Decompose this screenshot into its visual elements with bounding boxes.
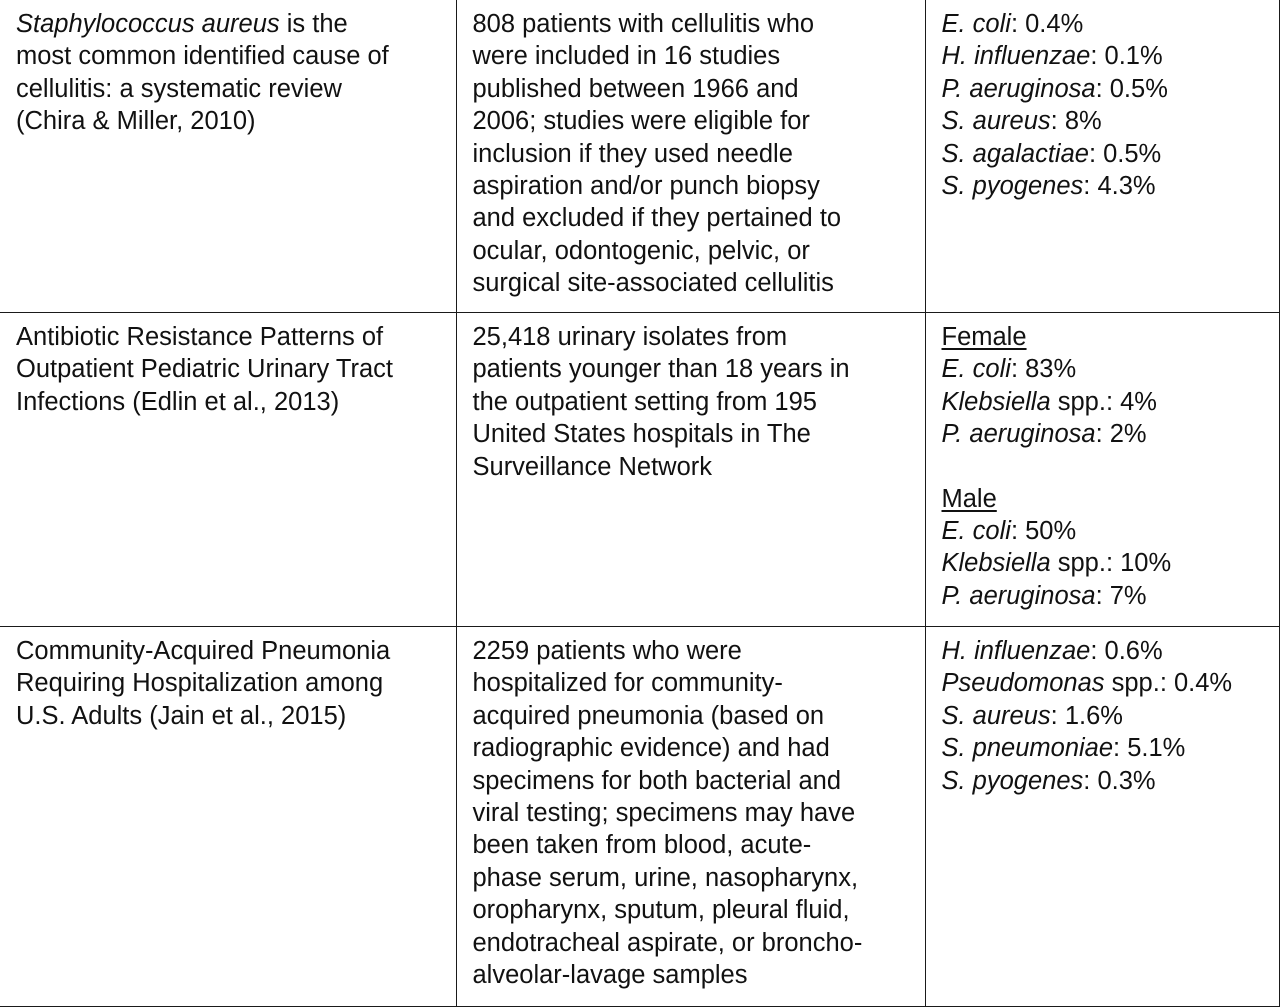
- population-line: radiographic evidence) and had: [472, 734, 830, 763]
- organism-line: [942, 580, 1275, 612]
- population-line: alveolar-lavage samples: [472, 961, 748, 990]
- table-row: [0, 313, 1279, 627]
- population-line: surgical site-associated cellulitis: [472, 269, 834, 298]
- organism-line: [942, 8, 1275, 40]
- population-line: 25,418 urinary isolates from: [472, 323, 788, 351]
- population-line: aspiration and/or punch biopsy: [472, 172, 820, 201]
- organism-name: S. pneumoniae: [941, 734, 1114, 763]
- population-line: specimens for both bacterial and: [472, 766, 842, 795]
- organism-value: spp.: 10%: [1050, 549, 1172, 578]
- population-line: ocular, odontogenic, pelvic, or: [472, 236, 810, 265]
- female-label: Female: [941, 323, 1027, 351]
- population-line: hospitalized for community-: [472, 669, 783, 698]
- organism-line: [942, 732, 1275, 764]
- study-title-line: most common identified cause of: [16, 42, 389, 71]
- population-line: acquired pneumonia (based on: [472, 701, 825, 730]
- study-title-italic: Staphylococcus aureus: [16, 10, 280, 38]
- organism-name: E. coli: [941, 517, 1011, 546]
- spacer: [942, 451, 1275, 483]
- population-line: Surveillance Network: [472, 452, 713, 481]
- organism-line: [942, 353, 1275, 385]
- organism-line: [942, 170, 1275, 202]
- table-row: [0, 0, 1279, 313]
- population-line: inclusion if they used needle: [472, 139, 793, 168]
- organism-name: S. aureus: [941, 701, 1051, 730]
- organism-value: : 0.5%: [1095, 74, 1168, 103]
- organism-value: : 0.4%: [1010, 10, 1084, 38]
- population-line: the outpatient setting from 195: [472, 387, 817, 416]
- organism-line: [942, 667, 1275, 699]
- organism-name: Klebsiella: [941, 549, 1051, 578]
- population-line: and excluded if they pertained to: [472, 204, 842, 233]
- study-title-cell: [0, 627, 456, 1007]
- organism-line: [942, 138, 1275, 170]
- study-title-cell: [0, 313, 456, 627]
- study-title-line: U.S. Adults (Jain et al., 2015): [16, 701, 347, 730]
- organisms-cell: [925, 627, 1279, 1007]
- study-title-line: Antibiotic Resistance Patterns of: [16, 323, 384, 351]
- study-title-line: [16, 8, 446, 40]
- organism-value: : 83%: [1010, 355, 1077, 384]
- organism-value: spp.: 0.4%: [1104, 669, 1233, 698]
- organism-line: [942, 40, 1275, 72]
- organism-name: S. pyogenes: [941, 766, 1084, 795]
- population-line: 808 patients with cellulitis who: [472, 10, 815, 38]
- organism-name: S. pyogenes: [941, 172, 1084, 201]
- study-title-line: Outpatient Pediatric Urinary Tract: [16, 355, 393, 384]
- study-title-line: Requiring Hospitalization among: [16, 669, 384, 698]
- study-title-line: (Chira & Miller, 2010): [16, 107, 256, 136]
- population-line: published between 1966 and: [472, 74, 799, 103]
- organism-name: E. coli: [941, 355, 1011, 384]
- study-title-line: Infections (Edlin et al., 2013): [16, 387, 340, 416]
- organism-value: : 0.3%: [1083, 766, 1156, 795]
- population-line: United States hospitals in The: [472, 420, 811, 449]
- organism-name: Klebsiella: [941, 387, 1051, 416]
- organism-line: [942, 635, 1275, 667]
- population-line: endotracheal aspirate, or broncho-: [472, 928, 863, 957]
- population-cell: [456, 313, 925, 627]
- population-line: oropharynx, sputum, pleural fluid,: [472, 896, 850, 925]
- organism-name: P. aeruginosa: [941, 420, 1096, 449]
- organism-value: : 1.6%: [1050, 701, 1123, 730]
- organism-name: H. influenzae: [941, 637, 1091, 665]
- study-title-line: cellulitis: a systematic review: [16, 74, 342, 103]
- organisms-cell: [925, 313, 1279, 627]
- study-title-cell: [0, 0, 456, 313]
- study-title-text: is the: [279, 10, 348, 38]
- organism-name: S. agalactiae: [941, 139, 1089, 168]
- organism-name: S. aureus: [941, 107, 1051, 136]
- organism-value: : 0.5%: [1088, 139, 1162, 168]
- organism-line: [942, 418, 1275, 450]
- organism-value: : 0.1%: [1090, 42, 1163, 71]
- organism-value: : 4.3%: [1083, 172, 1156, 201]
- population-line: 2006; studies were eligible for: [472, 107, 810, 136]
- organism-line: [942, 515, 1275, 547]
- organism-name: H. influenzae: [941, 42, 1091, 71]
- organism-value: : 7%: [1095, 581, 1147, 610]
- organism-value: : 5.1%: [1113, 734, 1186, 763]
- organism-value: : 50%: [1010, 517, 1077, 546]
- organism-line: [942, 73, 1275, 105]
- population-line: patients younger than 18 years in: [472, 355, 850, 384]
- organism-value: : 0.6%: [1090, 637, 1163, 665]
- organism-name: E. coli: [941, 10, 1011, 38]
- organism-value: : 8%: [1050, 107, 1102, 136]
- table-row: [0, 627, 1279, 1007]
- population-line: viral testing; specimens may have: [472, 799, 856, 828]
- population-line: phase serum, urine, nasopharynx,: [472, 863, 859, 892]
- organism-name: Pseudomonas: [941, 669, 1105, 698]
- organism-name: P. aeruginosa: [941, 581, 1096, 610]
- organism-line: [942, 547, 1275, 579]
- population-line: were included in 16 studies: [472, 42, 781, 71]
- population-line: 2259 patients who were: [472, 637, 742, 665]
- organism-value: spp.: 4%: [1050, 387, 1157, 416]
- population-cell: [456, 627, 925, 1007]
- study-title-line: Community-Acquired Pneumonia: [16, 637, 391, 665]
- population-cell: [456, 0, 925, 313]
- organism-name: P. aeruginosa: [941, 74, 1096, 103]
- male-label: Male: [941, 484, 997, 513]
- organism-line: [942, 765, 1275, 797]
- organism-line: [942, 700, 1275, 732]
- population-line: been taken from blood, acute-: [472, 831, 812, 860]
- organism-line: [942, 386, 1275, 418]
- organism-value: : 2%: [1095, 420, 1147, 449]
- organisms-cell: [925, 0, 1279, 313]
- organism-line: [942, 105, 1275, 137]
